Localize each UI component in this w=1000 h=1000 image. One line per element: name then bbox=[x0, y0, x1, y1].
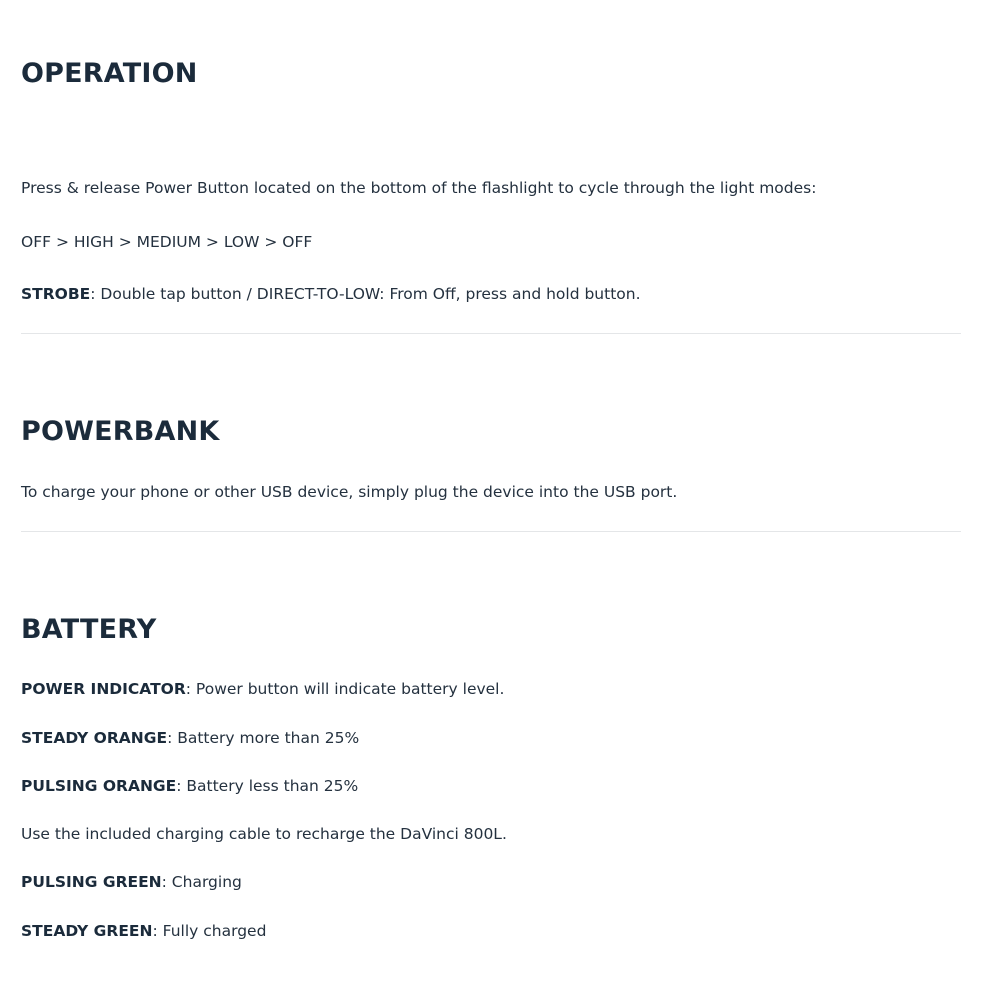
steady-green-text: : Fully charged bbox=[152, 922, 267, 940]
battery-steady-green bbox=[21, 924, 266, 940]
battery-steady-orange bbox=[21, 731, 359, 747]
powerbank-heading: POWERBANK bbox=[21, 416, 220, 447]
steady-orange-label: STEADY ORANGE bbox=[21, 729, 168, 747]
battery-power-indicator bbox=[21, 682, 504, 698]
steady-orange-text: : Battery more than 25% bbox=[167, 729, 360, 747]
battery-pulsing-orange bbox=[21, 779, 358, 795]
power-indicator-label: POWER INDICATOR bbox=[21, 680, 186, 698]
strobe-label: STROBE bbox=[21, 285, 91, 303]
pulsing-green-text: : Charging bbox=[161, 873, 242, 891]
battery-recharge-text: Use the included charging cable to recharge the DaVinci 800L. bbox=[21, 825, 507, 843]
pulsing-green-label: PULSING GREEN bbox=[21, 873, 162, 891]
battery-pulsing-green bbox=[21, 875, 242, 891]
powerbank-text: To charge your phone or other USB device, simply plug the device into the USB port. bbox=[21, 483, 678, 501]
section-divider bbox=[21, 531, 961, 532]
battery-heading: BATTERY bbox=[21, 614, 157, 645]
operation-strobe bbox=[21, 287, 641, 303]
operation-heading: OPERATION bbox=[21, 58, 198, 89]
operation-modes: OFF > HIGH > MEDIUM > LOW > OFF bbox=[21, 233, 313, 251]
operation-intro: Press & release Power Button located on the bottom of the flashlight to cycle through the light modes: bbox=[21, 179, 817, 197]
steady-green-label: STEADY GREEN bbox=[21, 922, 153, 940]
power-indicator-text: : Power button will indicate battery level. bbox=[185, 680, 505, 698]
strobe-text: : Double tap button / DIRECT-TO-LOW: From Off, press and hold button. bbox=[90, 285, 641, 303]
pulsing-orange-label: PULSING ORANGE bbox=[21, 777, 177, 795]
pulsing-orange-text: : Battery less than 25% bbox=[176, 777, 359, 795]
section-divider bbox=[21, 333, 961, 334]
